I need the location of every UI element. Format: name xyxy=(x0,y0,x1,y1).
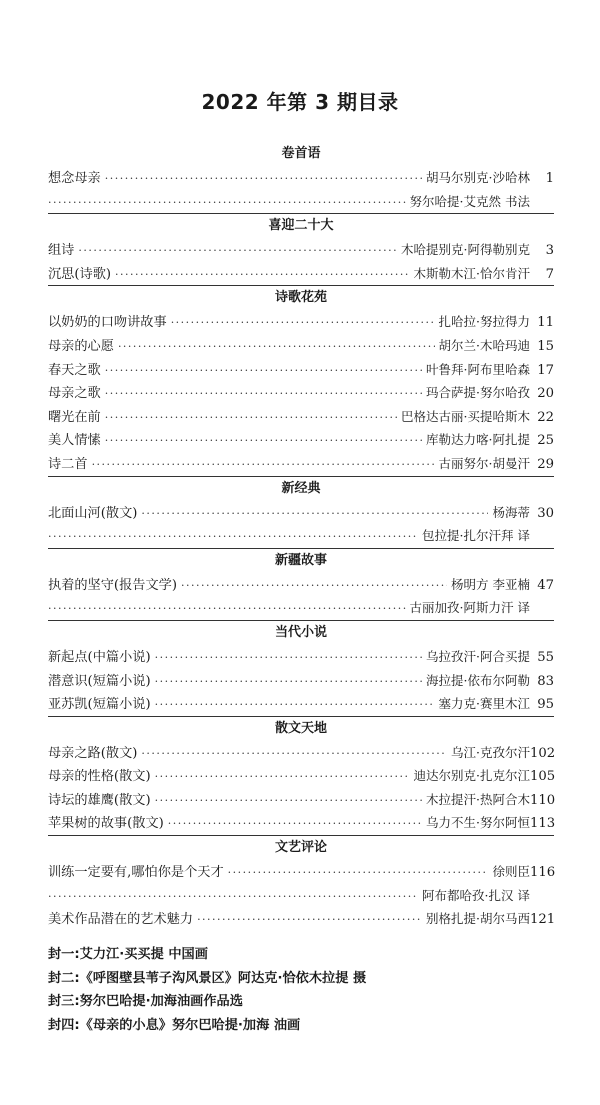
entry-author: 巴格达古丽·买提哈斯木 xyxy=(401,408,530,424)
entry-title: 母亲之路(散文) xyxy=(48,745,138,761)
entry-title: 美术作品潜在的艺术魅力 xyxy=(48,912,194,928)
toc-entry[interactable] xyxy=(48,811,554,835)
entry-title: 亚苏凯(短篇小说) xyxy=(48,697,151,713)
dot-leader xyxy=(48,191,406,215)
toc-entry[interactable] xyxy=(48,381,554,405)
entry-page-number: 22 xyxy=(537,409,554,425)
entry-author: 迪达尔别克·扎克尔江 xyxy=(413,768,530,784)
entry-title: 诗坛的雄鹰(散文) xyxy=(48,792,151,808)
entry-page-number: 113 xyxy=(530,816,556,832)
section-heading: 当代小说 xyxy=(48,620,554,645)
toc-entry[interactable] xyxy=(48,262,554,286)
entry-title: 曙光在前 xyxy=(48,409,101,425)
entry-title: 沉思(诗歌) xyxy=(48,266,112,282)
entry-author: 木拉提汗·热阿合木 xyxy=(426,791,530,807)
entry-page-number: 116 xyxy=(530,865,556,881)
entry-author: 乌江·克孜尔汗 xyxy=(451,744,530,760)
entry-author: 胡马尔别克·沙哈林 xyxy=(426,170,530,185)
dot-leader xyxy=(105,382,422,406)
cover-note: 封一:艾力江·买买提 中国画 xyxy=(48,947,208,962)
toc-entry[interactable] xyxy=(48,452,554,476)
dot-leader xyxy=(155,765,410,789)
entry-author: 胡尔兰·木哈玛迪 xyxy=(438,337,530,353)
dot-leader xyxy=(228,861,489,885)
page-title: 2022 年第 3 期目录 xyxy=(201,90,399,114)
dot-leader xyxy=(155,670,422,694)
section-heading: 喜迎二十大 xyxy=(48,213,554,238)
entry-title: 诗二首 xyxy=(48,456,88,472)
entry-author: 徐则臣 xyxy=(492,864,530,880)
dot-leader xyxy=(118,335,435,359)
toc-entry[interactable] xyxy=(48,238,554,262)
entry-page-number: 95 xyxy=(537,697,554,713)
entry-title: 组诗 xyxy=(48,243,75,259)
toc-entry[interactable] xyxy=(48,741,554,765)
entry-page-number: 55 xyxy=(537,649,554,665)
entry-author: 杨明方 李亚楠 xyxy=(451,576,530,592)
entry-page-number: 83 xyxy=(537,673,554,689)
entry-author: 乌拉孜汗·阿合买提 xyxy=(426,648,530,664)
dot-leader xyxy=(197,908,422,932)
dot-leader xyxy=(155,693,435,717)
toc-entry[interactable] xyxy=(48,405,554,429)
dot-leader xyxy=(48,525,418,549)
entry-title: 执着的坚守(报告文学) xyxy=(48,577,177,593)
entry-title: 美人情愫 xyxy=(48,433,101,449)
section-heading: 卷首语 xyxy=(281,146,321,161)
entry-author: 扎哈拉·努拉得力 xyxy=(438,314,530,330)
toc-entry[interactable] xyxy=(48,358,554,382)
dot-leader xyxy=(105,359,422,383)
entry-title: 想念母亲 xyxy=(48,171,101,186)
toc-entry[interactable] xyxy=(48,573,554,597)
dot-leader xyxy=(105,406,397,430)
entry-author: 古丽加孜·阿斯力汗 译 xyxy=(409,600,530,616)
dot-leader xyxy=(105,167,422,191)
entry-author: 库勒达力喀·阿扎提 xyxy=(426,432,530,448)
entry-author: 木哈提别克·阿得勒别克 xyxy=(401,242,530,258)
dot-leader xyxy=(181,574,447,598)
dot-leader xyxy=(92,453,435,477)
entry-title: 母亲的性格(散文) xyxy=(48,769,151,785)
dot-leader xyxy=(171,311,435,335)
entry-author: 努尔哈提·艾克然 书法 xyxy=(409,193,530,209)
toc-entry[interactable] xyxy=(48,860,554,884)
toc-entry[interactable] xyxy=(48,907,554,931)
entry-page-number: 3 xyxy=(545,243,554,259)
toc-entry[interactable] xyxy=(48,166,554,190)
toc-entry[interactable] xyxy=(48,788,554,812)
toc-entry[interactable] xyxy=(48,334,554,358)
toc-credit-line[interactable] xyxy=(48,190,554,214)
dot-leader xyxy=(105,429,422,453)
dot-leader xyxy=(78,239,397,263)
entry-page-number: 17 xyxy=(537,362,554,378)
entry-page-number: 15 xyxy=(537,338,554,354)
entry-title: 训练一定要有,哪怕你是个天才 xyxy=(48,865,224,881)
entry-title: 苹果树的故事(散文) xyxy=(48,816,164,832)
section-heading: 文艺评论 xyxy=(48,835,554,860)
toc-entry[interactable] xyxy=(48,669,554,693)
entry-page-number: 20 xyxy=(537,386,554,402)
entry-author: 阿布都哈孜·扎汉 译 xyxy=(422,887,530,903)
section-heading: 新经典 xyxy=(48,476,554,501)
entry-author: 海拉提·依布尔阿勒 xyxy=(426,672,530,688)
entry-page-number: 110 xyxy=(530,792,556,808)
entry-page-number: 7 xyxy=(545,266,554,282)
entry-page-number: 105 xyxy=(530,769,556,785)
section-heading: 散文天地 xyxy=(48,716,554,741)
section-heading: 新疆故事 xyxy=(48,548,554,573)
toc-entry[interactable] xyxy=(48,501,554,525)
toc-entry[interactable] xyxy=(48,764,554,788)
entry-page-number: 30 xyxy=(537,505,554,521)
dot-leader xyxy=(141,742,447,766)
entry-page-number: 47 xyxy=(537,577,554,593)
toc-entry[interactable] xyxy=(48,645,554,669)
toc-entry[interactable] xyxy=(48,692,554,716)
toc-entry[interactable] xyxy=(48,428,554,452)
toc-credit-line[interactable] xyxy=(48,524,554,548)
entry-title: 母亲的心愿 xyxy=(48,338,114,354)
entry-author: 杨海蒂 xyxy=(492,504,530,520)
dot-leader xyxy=(48,597,406,621)
entry-title: 以奶奶的口吻讲故事 xyxy=(48,315,167,331)
entry-title: 母亲之歌 xyxy=(48,386,101,402)
entry-author: 塞力克·赛里木江 xyxy=(438,696,530,712)
entry-author: 木斯勒木江·恰尔肯汗 xyxy=(413,265,530,281)
entry-page-number: 121 xyxy=(530,912,556,928)
entry-author: 乌力不生·努尔阿恒 xyxy=(426,815,530,831)
cover-note: 封三:努尔巴哈提·加海油画作品选 xyxy=(48,994,243,1010)
entry-title: 潜意识(短篇小说) xyxy=(48,673,151,689)
toc-credit-line[interactable] xyxy=(48,884,554,908)
toc-entry[interactable] xyxy=(48,310,554,334)
table-of-contents xyxy=(48,142,554,931)
entry-page-number: 25 xyxy=(537,433,554,449)
entry-author: 叶鲁拜·阿布里哈森 xyxy=(426,361,530,377)
entry-author: 包拉提·扎尔汗拜 译 xyxy=(422,528,530,544)
entry-page-number: 102 xyxy=(530,745,556,761)
cover-note: 封四:《母亲的小息》努尔巴哈提·加海 油画 xyxy=(48,1017,301,1033)
entry-page-number: 11 xyxy=(537,315,554,331)
entry-page-number: 29 xyxy=(537,456,554,472)
entry-title: 北面山河(散文) xyxy=(48,505,138,521)
entry-title: 新起点(中篇小说) xyxy=(48,649,151,665)
entry-author: 古丽努尔·胡曼汗 xyxy=(438,455,530,471)
dot-leader xyxy=(155,789,422,813)
dot-leader xyxy=(168,812,422,836)
entry-author: 玛合萨提·努尔哈孜 xyxy=(426,385,530,401)
dot-leader xyxy=(155,646,422,670)
dot-leader xyxy=(115,263,409,287)
cover-note: 封二:《呼图壁县苇子沟风景区》阿达克·恰依木拉提 摄 xyxy=(48,970,367,986)
toc-credit-line[interactable] xyxy=(48,596,554,620)
entry-title: 春天之歌 xyxy=(48,362,101,378)
entry-author: 别格扎提·胡尔马西 xyxy=(426,911,530,927)
dot-leader xyxy=(48,885,418,909)
dot-leader xyxy=(141,502,488,526)
section-heading: 诗歌花苑 xyxy=(48,285,554,310)
entry-page-number: 1 xyxy=(545,171,554,186)
cover-notes xyxy=(48,943,568,1037)
